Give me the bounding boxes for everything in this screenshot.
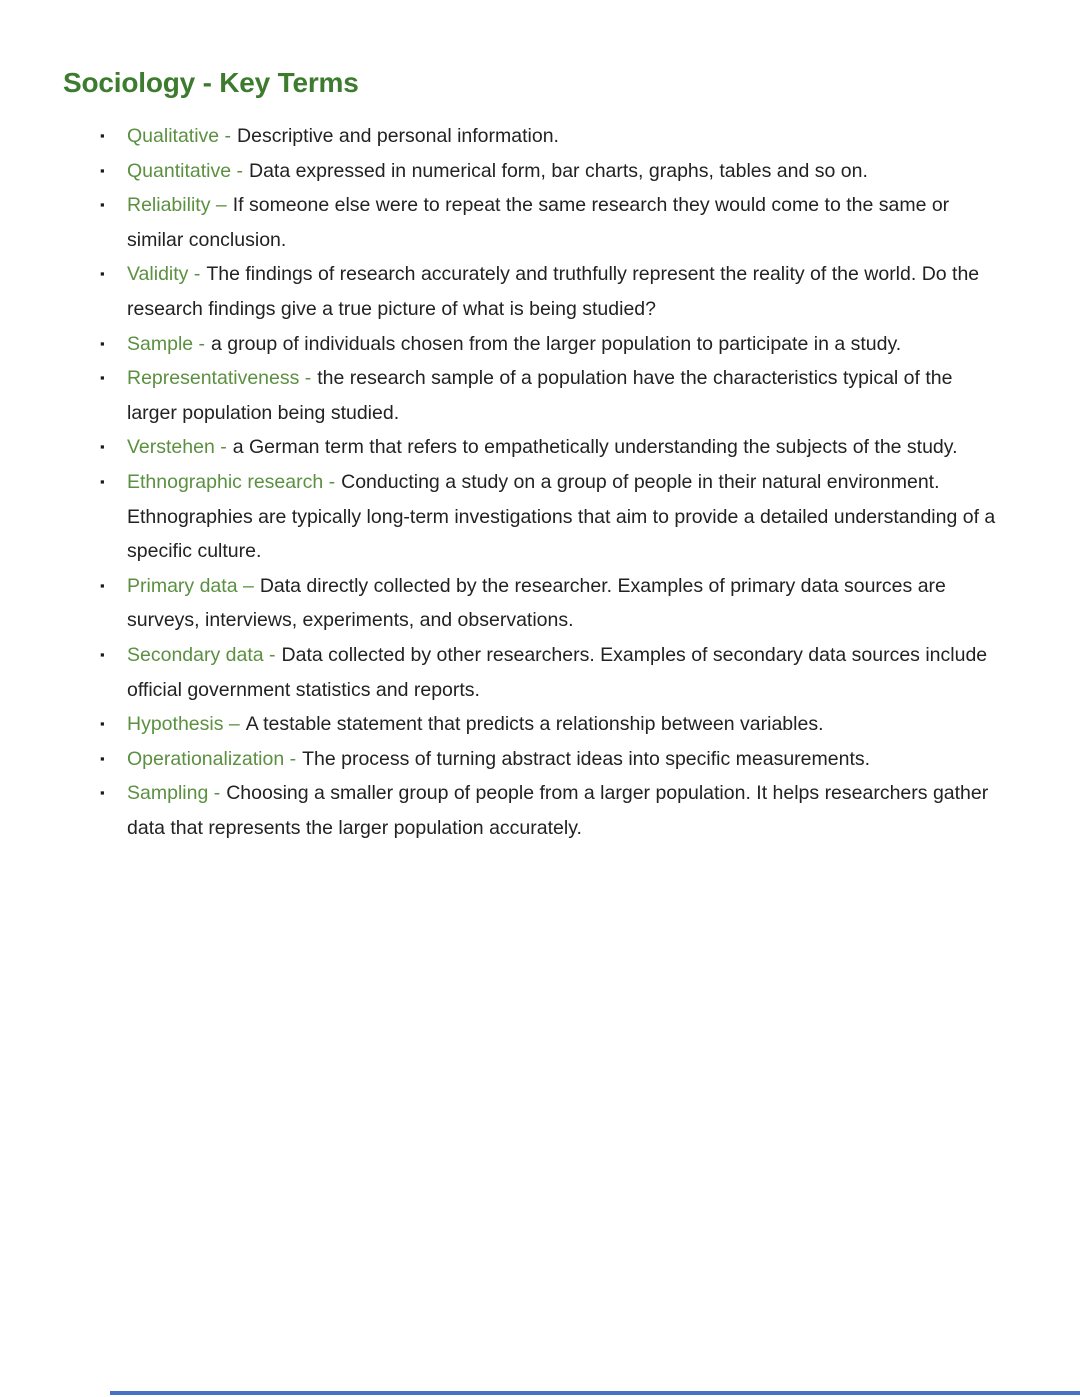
list-item-reliability bbox=[100, 188, 1007, 257]
term-definition: a German term that refers to empathetically understanding the subjects of the study. bbox=[232, 436, 958, 459]
list-item-operationalization bbox=[100, 742, 1007, 777]
bullet-square-icon: ▪ bbox=[100, 785, 105, 801]
list-item-hypothesis bbox=[100, 707, 1007, 742]
list-item-primary-data bbox=[100, 569, 1007, 638]
term-definition: Descriptive and personal information. bbox=[237, 125, 559, 147]
list-item-qualitative bbox=[100, 119, 1007, 154]
list-item-verstehen bbox=[100, 430, 1007, 465]
term-definition: the research sample of a population have the characteristics typical of the larger population being studied. bbox=[127, 367, 953, 424]
term-definition: The findings of research accurately and truthfully represent the reality of the world. Do the research findings give a true picture of what is being studied? bbox=[127, 263, 980, 320]
term-definition: Data expressed in numerical form, bar charts, graphs, tables and so on. bbox=[248, 159, 868, 182]
term-label: Hypothesis – bbox=[127, 713, 240, 736]
term-definition: Conducting a study on a group of people in their natural environment. Ethnographies are typically long-term investigations that aim to provide a detailed understanding of a specific culture. bbox=[127, 470, 996, 563]
page-title: Sociology - Key Terms bbox=[63, 67, 359, 98]
bottom-blue-line bbox=[110, 1391, 1080, 1395]
term-definition: Data directly collected by the researcher. Examples of primary data sources are surveys, interviews, experiments, and observations. bbox=[127, 574, 946, 632]
list-item-ethnographic-research bbox=[100, 465, 1007, 569]
term-definition: If someone else were to repeat the same research they would come to the same or similar conclusion. bbox=[127, 194, 950, 251]
term-label: Reliability – bbox=[127, 194, 227, 217]
list-item-representativeness bbox=[100, 361, 1007, 430]
bullet-square-icon: ▪ bbox=[100, 716, 105, 732]
term-label: Representativeness - bbox=[127, 367, 312, 390]
term-definition: a group of individuals chosen from the larger population to participate in a study. bbox=[211, 332, 902, 355]
term-label: Sample - bbox=[127, 332, 206, 355]
bullet-square-icon: ▪ bbox=[100, 335, 105, 351]
list-item-validity bbox=[100, 257, 1007, 326]
list-item-sample bbox=[100, 327, 1007, 362]
term-label: Secondary data - bbox=[127, 643, 276, 666]
term-definition: Data collected by other researchers. Examples of secondary data sources include official government statistics and reports. bbox=[127, 643, 988, 701]
list-item-sampling bbox=[100, 776, 1007, 845]
bullet-square-icon: ▪ bbox=[100, 750, 105, 766]
term-label: Verstehen - bbox=[127, 436, 227, 459]
bullet-square-icon: ▪ bbox=[100, 439, 105, 455]
term-definition: The process of turning abstract ideas into specific measurements. bbox=[302, 747, 871, 770]
key-terms-list bbox=[63, 119, 1007, 845]
bullet-square-icon: ▪ bbox=[100, 197, 105, 213]
bullet-square-icon: ▪ bbox=[100, 128, 105, 143]
term-label: Validity - bbox=[127, 263, 201, 286]
term-label: Ethnographic research - bbox=[127, 470, 336, 493]
term-definition: A testable statement that predicts a relationship between variables. bbox=[245, 713, 824, 736]
term-label: Primary data – bbox=[127, 574, 254, 597]
term-definition: Choosing a smaller group of people from a larger population. It helps researchers gather data that represents the larger population accurately. bbox=[127, 782, 989, 839]
list-item-quantitative bbox=[100, 154, 1007, 189]
bullet-square-icon: ▪ bbox=[100, 266, 105, 282]
list-item-secondary-data bbox=[100, 638, 1007, 707]
bullet-square-icon: ▪ bbox=[100, 577, 105, 593]
bullet-square-icon: ▪ bbox=[100, 162, 105, 178]
bullet-square-icon: ▪ bbox=[100, 646, 105, 662]
term-label: Operationalization - bbox=[127, 747, 297, 770]
term-label: Qualitative - bbox=[127, 125, 232, 147]
term-label: Quantitative - bbox=[127, 159, 243, 182]
bullet-square-icon: ▪ bbox=[100, 473, 105, 489]
term-label: Sampling - bbox=[127, 782, 221, 805]
bullet-square-icon: ▪ bbox=[100, 370, 105, 386]
